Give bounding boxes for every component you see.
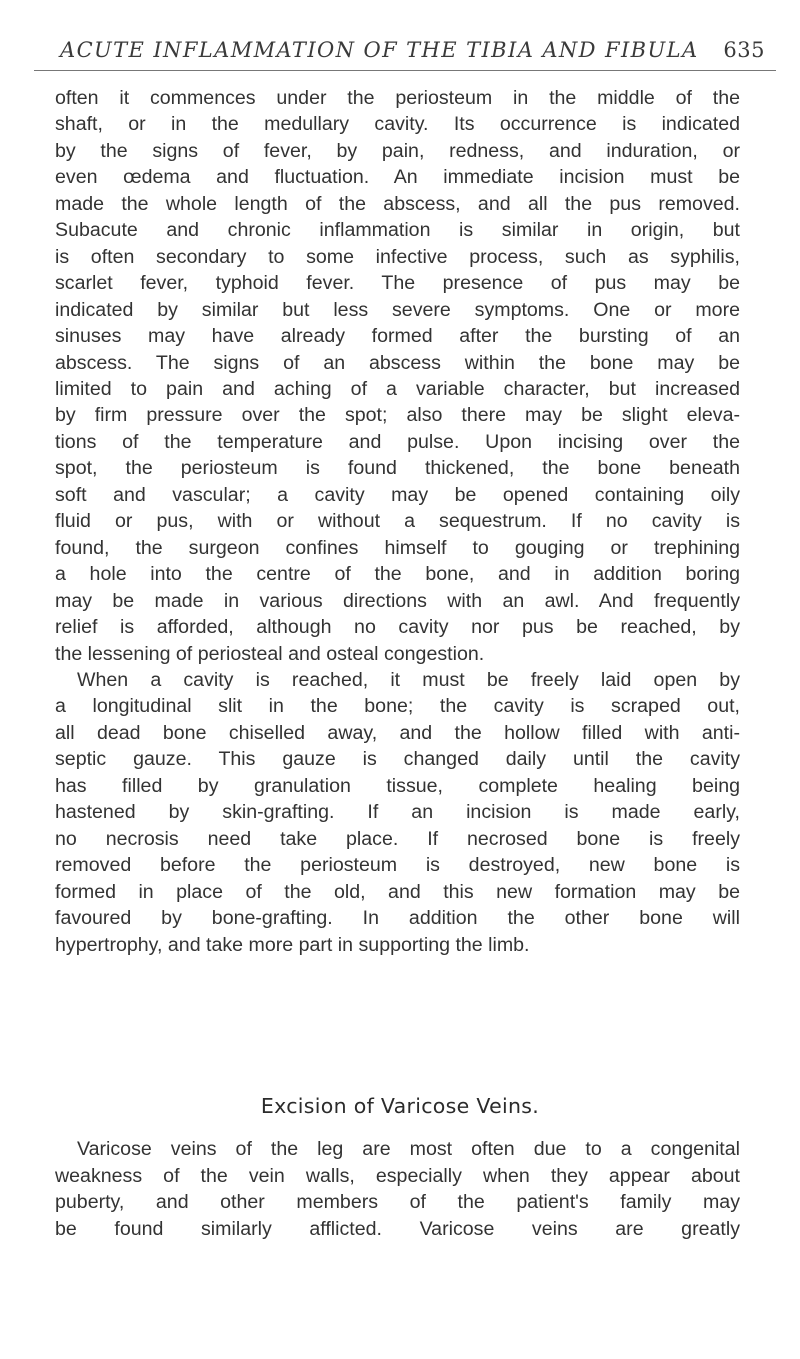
running-header [60, 38, 765, 68]
page-number: 635 [723, 38, 765, 62]
text-line: Varicose veins of the leg are most often due to a congenital [77, 1138, 740, 1160]
text-line: a longitudinal slit in the bone; the cavity is scraped out, [55, 695, 740, 718]
text-line: septic gauze. This gauze is changed daily until the cavity [55, 748, 740, 771]
text-line: When a cavity is reached, it must be freely laid open by [77, 668, 740, 691]
text-line: a hole into the centre of the bone, and in addition boring [55, 563, 740, 586]
text-line: removed before the periosteum is destroyed, new bone is [55, 854, 740, 877]
section-heading: Excision of Varicose Veins. [260, 1094, 540, 1118]
text-line: the lessening of periosteal and osteal congestion. [55, 642, 485, 665]
text-line: by the signs of fever, by pain, redness, and induration, or [55, 139, 740, 162]
text-line: spot, the periosteum is found thickened, the bone beneath [55, 457, 740, 480]
header-rule [34, 70, 776, 71]
text-line: hypertrophy, and take more part in supporting the limb. [55, 933, 530, 956]
text-line: by firm pressure over the spot; also there may be slight eleva- [55, 404, 740, 427]
text-line: formed in place of the old, and this new formation may be [55, 880, 740, 903]
text-line: shaft, or in the medullary cavity. Its occurrence is indicated [55, 113, 740, 136]
text-line: weakness of the vein walls, especially when they appear about [55, 1164, 740, 1187]
text-line: tions of the temperature and pulse. Upon incising over the [55, 430, 740, 453]
text-line: scarlet fever, typhoid fever. The presence of pus may be [55, 272, 740, 295]
text-line: no necrosis need take place. If necrosed bone is freely [55, 827, 740, 850]
text-line: made the whole length of the abscess, and all the pus removed. [55, 192, 740, 215]
text-line: sinuses may have already formed after the bursting of an [55, 325, 740, 348]
text-line: often it commences under the periosteum in the middle of the [55, 87, 740, 109]
text-line: fluid or pus, with or without a sequestrum. If no cavity is [55, 510, 740, 533]
text-line: soft and vascular; a cavity may be opened containing oily [55, 483, 740, 506]
text-line: all dead bone chiselled away, and the hollow filled with anti- [55, 721, 740, 744]
text-line: be found similarly afflicted. Varicose veins are greatly [55, 1217, 740, 1240]
text-line: found, the surgeon confines himself to gouging or trephining [55, 536, 740, 559]
text-line: has filled by granulation tissue, complete healing being [55, 774, 740, 797]
text-line: limited to pain and aching of a variable character, but increased [55, 377, 740, 400]
text-line: even œdema and fluctuation. An immediate incision must be [55, 166, 740, 189]
body-text [55, 85, 740, 958]
text-line: may be made in various directions with an awl. And frequently [55, 589, 740, 612]
section-text [55, 1136, 740, 1242]
text-line: is often secondary to some infective process, such as syphilis, [55, 245, 740, 268]
text-line: relief is afforded, although no cavity nor pus be reached, by [55, 616, 740, 639]
text-line: favoured by bone-grafting. In addition the other bone will [55, 907, 740, 930]
text-line: abscess. The signs of an abscess within the bone may be [55, 351, 740, 374]
running-title: ACUTE INFLAMMATION OF THE TIBIA AND FIBULA [60, 38, 699, 62]
text-line: Subacute and chronic inflammation is similar in origin, but [55, 219, 740, 242]
text-line: hastened by skin-grafting. If an incision is made early, [55, 801, 740, 824]
text-line: puberty, and other members of the patient's family may [55, 1191, 740, 1214]
text-line: indicated by similar but less severe symptoms. One or more [55, 298, 740, 321]
